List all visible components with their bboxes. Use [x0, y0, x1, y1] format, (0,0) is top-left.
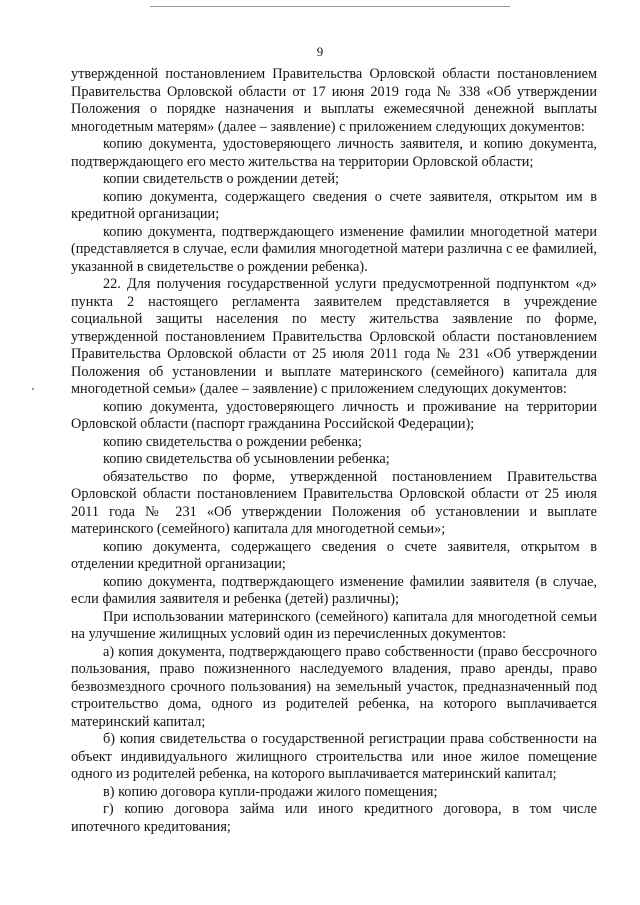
paragraph: копию документа, подтверждающего изменение фамилии заявителя (в случае, если фамилия заявителя и ребенка (детей) различны); [71, 573, 597, 607]
paragraph: копию документа, содержащего сведения о счете заявителя, открытом в отделении кредитной организации; [71, 538, 597, 572]
top-rule [150, 6, 510, 7]
paragraph: копию документа, подтверждающего изменение фамилии многодетной матери (представляется в случае, если фамилия многодетной матери различна с ее фамилией, указанной в свидетельстве о рождении ребенка). [71, 223, 597, 275]
paragraph: обязательство по форме, утвержденной постановлением Правительства Орловской области постановлением Правительства Орловской области от 25 июля 2011 года № 231 «Об утверждении Положения об установлении и выплате материнского (семейного) капитала для многодетной семьи»; [71, 468, 597, 537]
paragraph: а) копия документа, подтверждающего право собственности (право бессрочного пользования, право пожизненного наследуемого владения, право аренды, право безвозмездного срочного пользования) на земельный участок, предназначенный под строительство дома, одного из родителей ребенка, на которого выплачивается материнский капитал; [71, 643, 597, 730]
paragraph: копии свидетельств о рождении детей; [103, 171, 339, 187]
paragraph: копию свидетельства о рождении ребенка; [103, 433, 362, 450]
paragraph: При использовании материнского (семейного) капитала для многодетной семьи на улучшение жилищных условий один из перечисленных документов: [71, 608, 597, 642]
body-text [71, 66, 597, 836]
paragraph: г) копию договора займа или иного кредитного договора, в том числе ипотечного кредитования; [71, 801, 597, 835]
paragraph: 22. Для получения государственной услуги предусмотренной подпунктом «д» пункта 2 настоящего регламента заявителем представляется в учреждение социальной защиты населения по месту жительства заявление по форме, утвержденной постановлением Правительства Орловской области постановлением Правительства Орловской области от 25 июля 2011 года № 231 «Об утверждении Положения об установлении и выплате материнского (семейного) капитала для многодетной семьи» (далее – заявление) с приложением следующих документов: [71, 276, 597, 397]
paragraph: копию документа, удостоверяющего личность заявителя, и копию документа, подтверждающего его место жительства на территории Орловской области; [71, 136, 597, 170]
paragraph: б) копия свидетельства о государственной регистрации права собственности на объект индивидуального жилищного строительства или иное жилое помещение одного из родителей ребенка, на которого выплачивается материнский капитал; [71, 731, 597, 782]
paragraph: копию свидетельства об усыновлении ребенка; [103, 451, 390, 467]
paragraph: утвержденной постановлением Правительства Орловской области постановлением Правительства Орловской области от 17 июня 2019 года № 338 «Об утверждении Положения о порядке назначения и выплаты ежемесячной денежной выплаты многодетным матерям» (далее – заявление) с приложением следующих документов: [71, 66, 597, 135]
paragraph: копию документа, удостоверяющего личность и проживание на территории Орловской области (паспорт гражданина Российской Федерации); [71, 398, 597, 432]
page-number: 9 [316, 44, 324, 59]
margin-mark [32, 388, 34, 390]
paragraph: копию документа, содержащего сведения о счете заявителя, открытом им в кредитной организации; [71, 188, 597, 222]
paragraph: в) копию договора купли-продажи жилого помещения; [103, 783, 438, 800]
